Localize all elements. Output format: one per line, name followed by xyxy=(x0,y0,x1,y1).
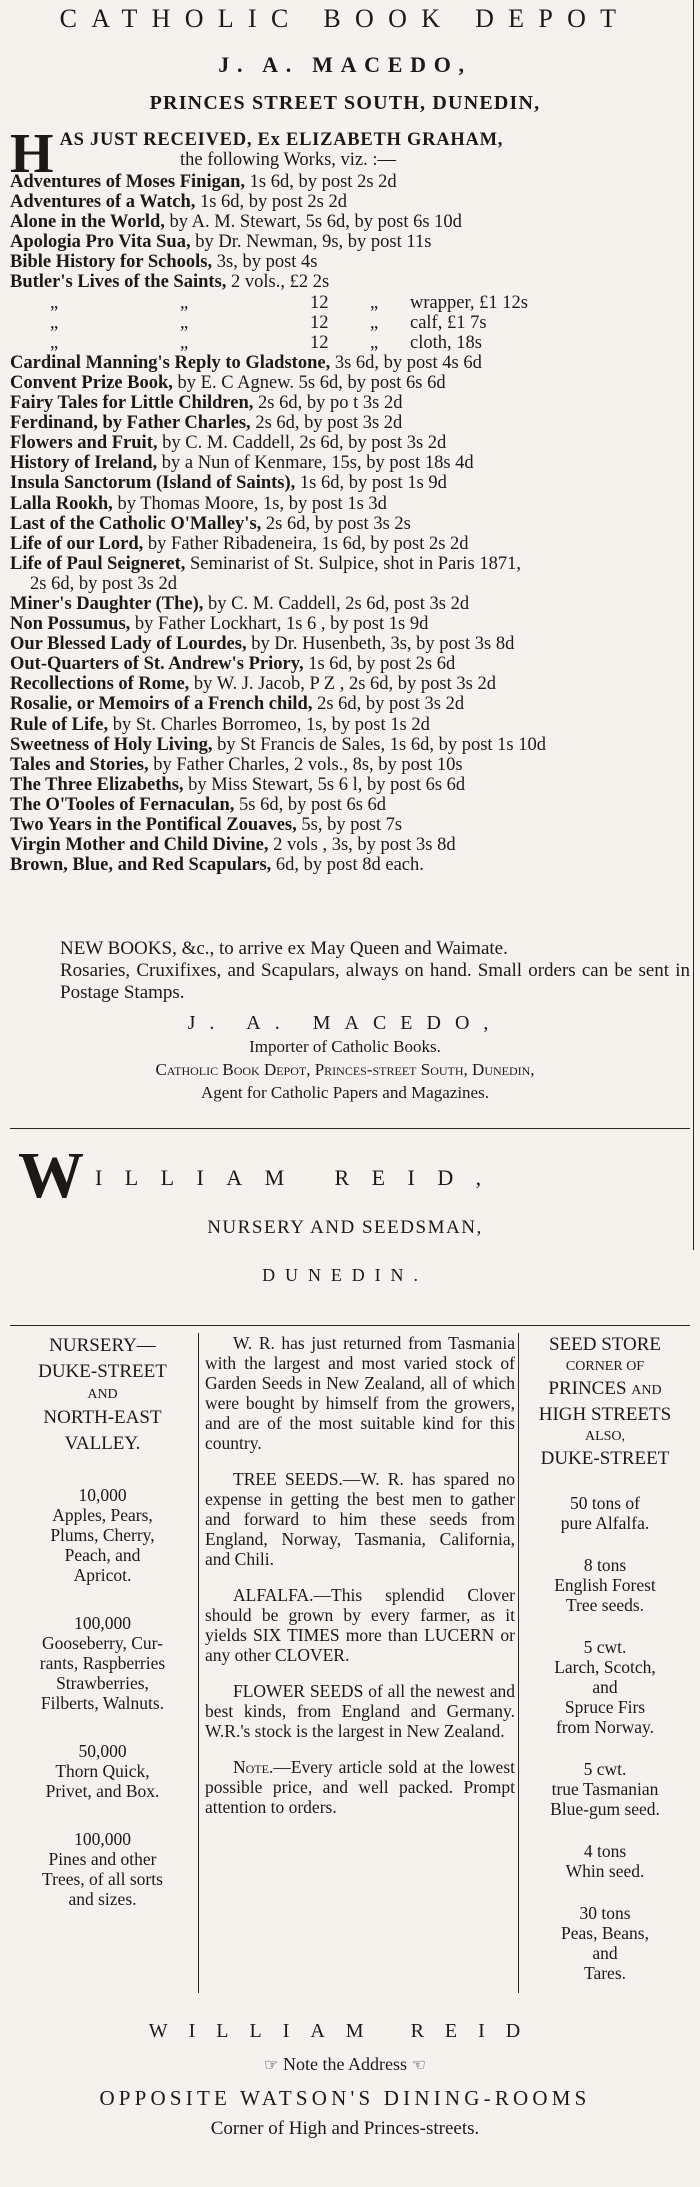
paragraph-tree-seeds xyxy=(205,1469,515,1569)
book-row xyxy=(10,232,690,252)
footer-address: OPPOSITE WATSON'S DINING-ROOMS xyxy=(99,2086,591,2110)
drop-cap: H xyxy=(10,123,54,185)
stock-item xyxy=(10,1829,195,1909)
stock-description: Privet, and Box. xyxy=(45,1781,160,1801)
ditto-mark: „ xyxy=(370,312,379,333)
stock-description: and sizes. xyxy=(68,1889,137,1909)
stock-quantity: 5 cwt. xyxy=(583,1759,627,1779)
lead-alfalfa: ALFALFA. xyxy=(233,1585,314,1605)
stock-item xyxy=(10,1741,195,1801)
book-title: Miner's Daughter (The), xyxy=(10,593,204,614)
nursery-heading-1: NURSERY— xyxy=(49,1335,156,1356)
stock-description: from Norway. xyxy=(555,1717,654,1737)
rosaries-note: Rosaries, Cruxifixes, and Scapulars, always on hand. Small orders can be sent in Postage Stamps. xyxy=(60,960,690,1003)
stock-description: true Tasmanian xyxy=(551,1779,659,1799)
book-title: Tales and Stories, xyxy=(10,754,149,775)
text-flower-seeds: of all the newest and best kinds, from England and Germany. W.R.'s stock is the largest in New Zealand. xyxy=(205,1681,515,1741)
stock-description: and xyxy=(592,1943,618,1963)
book-row xyxy=(10,674,690,694)
paragraph-note xyxy=(205,1757,515,1817)
book-price: 3s, by post 4s xyxy=(212,252,318,273)
advertiser-city: DUNEDIN. xyxy=(262,1265,428,1285)
stock-description: Filberts, Walnuts. xyxy=(40,1693,165,1713)
stock-item xyxy=(10,1613,195,1713)
book-price: 2s 6d, by post 3s 2d xyxy=(312,694,465,715)
book-title: Lalla Rookh, xyxy=(10,493,113,514)
book-price: by St. Charles Borromeo, 1s, by post 1s 2d xyxy=(108,714,430,735)
book-title: Rosalie, or Memoirs of a French child, xyxy=(10,694,313,715)
column-rule-right xyxy=(518,1333,519,1993)
book-list xyxy=(10,172,690,875)
stock-description: Peas, Beans, xyxy=(561,1923,649,1943)
lead-note: Note. xyxy=(233,1757,274,1777)
book-price: by C. M. Caddell, 2s 6d, post 3s 2d xyxy=(203,593,470,614)
stock-quantity: 8 tons xyxy=(583,1555,627,1575)
book-price: 2 vols , 3s, by post 3s 8d xyxy=(268,835,456,856)
stock-description: Larch, Scotch, xyxy=(554,1657,656,1677)
book-price: Seminarist of St. Sulpice, shot in Paris 1871, xyxy=(185,553,521,574)
ditto-mark: „ xyxy=(50,292,59,313)
ditto-mark: „ xyxy=(370,292,379,313)
book-price: by St Francis de Sales, 1s 6d, by post 1s 10d xyxy=(212,734,546,755)
book-row xyxy=(10,293,690,313)
stock-quantity: 50 tons of xyxy=(570,1493,640,1513)
footer-name: WILLIAM REID xyxy=(148,2020,542,2042)
book-title: Ferdinand, by Father Charles, xyxy=(10,413,251,434)
book-title: Fairy Tales for Little Children, xyxy=(10,393,254,414)
book-price: by Dr. Newman, 9s, by post 11s xyxy=(190,232,432,253)
book-price: 6d, by post 8d each. xyxy=(271,855,424,876)
book-row xyxy=(10,775,690,795)
book-price: by a Nun of Kenmare, 15s, by post 18s 4d xyxy=(157,453,474,474)
store-stock-list xyxy=(525,1493,685,1983)
seed-description-column xyxy=(205,1333,515,1833)
store-heading-1: SEED STORE xyxy=(548,1334,662,1355)
book-row xyxy=(10,574,690,594)
signature-name: J. A. MACEDO, xyxy=(187,1012,503,1034)
stock-quantity: 4 tons xyxy=(583,1841,627,1861)
book-row xyxy=(10,413,690,433)
ditto-mark: „ xyxy=(50,332,59,353)
book-row xyxy=(10,272,690,292)
book-price: by Father Charles, 2 vols., 8s, by post 10s xyxy=(148,754,463,775)
book-row xyxy=(10,393,690,413)
new-books-note: NEW BOOKS, &c., to arrive ex May Queen and Waimate. xyxy=(60,938,508,959)
stock-description: Plums, Cherry, xyxy=(50,1525,155,1545)
ditto-mark: 12 xyxy=(310,312,329,333)
stock-description: Whin seed. xyxy=(565,1861,645,1881)
store-princes: PRINCES xyxy=(548,1378,627,1399)
stock-quantity: 10,000 xyxy=(78,1485,127,1505)
book-title: History of Ireland, xyxy=(10,453,158,474)
book-row xyxy=(10,534,690,554)
book-title: Cardinal Manning's Reply to Gladstone, xyxy=(10,352,331,373)
book-row xyxy=(10,313,690,333)
store-heading-3: HIGH STREETS xyxy=(538,1404,672,1425)
store-and: AND xyxy=(631,1383,662,1398)
book-row xyxy=(10,795,690,815)
book-price: 5s, by post 7s xyxy=(296,815,403,835)
book-title: Butler's Lives of the Saints, xyxy=(10,272,227,293)
book-price: 1s 6d, by post 2s 6d xyxy=(303,654,456,675)
adjacent-column-rule xyxy=(693,0,694,1250)
book-row xyxy=(10,755,690,775)
book-price: by Dr. Husenbeth, 3s, by post 3s 8d xyxy=(246,634,515,655)
stock-item xyxy=(525,1759,685,1819)
nursery-column xyxy=(10,1333,195,1909)
book-title: Sweetness of Holy Living, xyxy=(10,734,213,755)
book-price: 2 vols., £2 2s xyxy=(226,272,330,293)
stock-quantity: 50,000 xyxy=(78,1741,127,1761)
book-price: 2s 6d, by post 3s 2d xyxy=(250,413,403,434)
stock-description: Blue-gum seed. xyxy=(550,1799,660,1819)
book-binding-price: calf, £1 7s xyxy=(410,312,487,333)
book-row xyxy=(10,333,690,353)
pointing-hand-left-icon: ☞ xyxy=(264,2057,279,2074)
book-title: Flowers and Fruit, xyxy=(10,433,158,454)
book-row xyxy=(10,815,690,835)
book-price: 1s 6d, by post 2s 2d xyxy=(195,192,347,213)
book-title: Alone in the World, xyxy=(10,212,165,233)
footer-note-text: Note the Address xyxy=(283,2054,407,2074)
book-row xyxy=(10,192,690,212)
book-title: Bible History for Schools, xyxy=(10,252,213,273)
paragraph-tasmania: W. R. has just returned from Tasmania with the largest and most varied stock of Garden Seeds in New Zealand, all of which were bought by himself from the growers, and are of the most suitable kind for this country. xyxy=(205,1333,515,1453)
text-note: —Every article sold at the lowest possible price, and well packed. Prompt attention to orders. xyxy=(205,1757,515,1817)
nursery-heading-4: VALLEY. xyxy=(64,1433,141,1454)
pointing-hand-right-icon: ☜ xyxy=(411,2057,426,2074)
book-row xyxy=(10,252,690,272)
signature-line-agent: Agent for Catholic Papers and Magazines. xyxy=(201,1083,489,1102)
ditto-mark: 12 xyxy=(310,332,329,353)
book-price: by A. M. Stewart, 5s 6d, by post 6s 10d xyxy=(164,212,462,233)
book-continuation: 2s 6d, by post 3s 2d xyxy=(30,573,177,594)
stock-description: and xyxy=(592,1677,618,1697)
book-row xyxy=(10,634,690,654)
book-row xyxy=(10,715,690,735)
seed-store-column xyxy=(525,1333,685,1983)
stock-description: Peach, and xyxy=(64,1545,141,1565)
stock-description: pure Alfalfa. xyxy=(560,1513,650,1533)
column-top-rule xyxy=(10,1325,690,1326)
proprietor-name: J. A. MACEDO, xyxy=(218,52,472,77)
stock-description: Tares. xyxy=(583,1963,626,1983)
stock-quantity: 100,000 xyxy=(74,1829,131,1849)
store-also: ALSO, xyxy=(584,1429,626,1444)
book-row xyxy=(10,433,690,453)
depot-signature xyxy=(0,1012,690,1104)
stock-item xyxy=(525,1841,685,1881)
book-title: The Three Elizabeths, xyxy=(10,774,184,795)
signature-line-depot: Catholic Book Depot, Princes-street South, Dunedin, xyxy=(155,1060,535,1079)
book-row xyxy=(10,654,690,674)
book-title: Two Years in the Pontifical Zouaves, xyxy=(10,815,297,835)
stock-description: Strawberries, xyxy=(56,1673,149,1693)
william-reid-ad xyxy=(0,1135,690,2187)
stock-description: Spruce Firs xyxy=(564,1697,646,1717)
book-price: by Father Ribadeneira, 1s 6d, by post 2s 2d xyxy=(143,533,469,554)
book-row xyxy=(10,835,690,855)
ditto-mark: „ xyxy=(370,332,379,353)
book-title: Rule of Life, xyxy=(10,714,109,735)
book-row xyxy=(10,855,690,875)
stock-item xyxy=(525,1493,685,1533)
book-title: Convent Prize Book, xyxy=(10,372,173,393)
stock-description: Trees, of all sorts xyxy=(42,1869,163,1889)
stock-quantity: 5 cwt. xyxy=(583,1637,627,1657)
book-row xyxy=(10,614,690,634)
book-price: by Thomas Moore, 1s, by post 1s 3d xyxy=(112,493,387,514)
book-row xyxy=(10,554,690,574)
advertiser-name: ILLIAM REID, xyxy=(95,1165,504,1190)
depot-notes xyxy=(10,938,690,1004)
book-title: Life of Paul Seigneret, xyxy=(10,553,186,574)
ditto-mark: 12 xyxy=(310,292,329,313)
paragraph-alfalfa xyxy=(205,1585,515,1665)
lead-flower-seeds: FLOWER SEEDS xyxy=(233,1681,364,1701)
nursery-heading-2: DUKE-STREET xyxy=(38,1361,167,1382)
book-price: 2s 6d, by po t 3s 2d xyxy=(253,393,403,414)
book-price: 5s 6d, by post 6s 6d xyxy=(234,794,387,815)
book-title: Adventures of a Watch, xyxy=(10,192,196,213)
initial-letter: W xyxy=(18,1139,84,1212)
advertiser-trade: NURSERY AND SEEDSMAN, xyxy=(207,1217,483,1238)
ad-title: CATHOLIC BOOK DEPOT xyxy=(59,4,631,33)
nursery-stock-list xyxy=(10,1485,195,1909)
book-row xyxy=(10,694,690,714)
nursery-and: AND xyxy=(87,1387,118,1402)
book-title: Virgin Mother and Child Divine, xyxy=(10,835,269,856)
book-title: Brown, Blue, and Red Scapulars, xyxy=(10,855,272,876)
book-row xyxy=(10,473,690,493)
stock-item xyxy=(10,1485,195,1585)
book-price: 2s 6d, by post 3s 2s xyxy=(261,513,411,534)
book-price: by E. C Agnew. 5s 6d, by post 6s 6d xyxy=(172,372,446,393)
reid-footer xyxy=(0,2013,690,2143)
store-heading-4: DUKE-STREET xyxy=(540,1448,670,1469)
adjacent-column-edge xyxy=(690,0,700,2187)
book-row xyxy=(10,373,690,393)
intro-line-2: the following Works, viz. :— xyxy=(180,150,397,170)
store-heading-2 xyxy=(525,1377,685,1403)
nursery-heading-3: NORTH-EAST xyxy=(43,1407,162,1428)
book-row xyxy=(10,594,690,614)
signature-line-importer: Importer of Catholic Books. xyxy=(249,1037,441,1056)
stock-description: Apples, Pears, xyxy=(52,1505,153,1525)
book-price: by C. M. Caddell, 2s 6d, by post 3s 2d xyxy=(157,433,447,454)
text-tree-seeds: —W. R. has spared no expense in getting the best men to gather and forward to him these seeds from England, Norway, Tasmania, California, and Chili. xyxy=(205,1469,515,1569)
intro-line-1: AS JUST RECEIVED, Ex ELIZABETH GRAHAM, xyxy=(59,130,504,150)
book-row xyxy=(10,494,690,514)
paragraph-flower-seeds xyxy=(205,1681,515,1741)
book-title: The O'Tooles of Fernaculan, xyxy=(10,794,235,815)
stock-quantity: 30 tons xyxy=(579,1903,631,1923)
lead-tree-seeds: TREE SEEDS. xyxy=(233,1469,343,1489)
book-price: 3s 6d, by post 4s 6d xyxy=(330,352,482,373)
book-binding-price: wrapper, £1 12s xyxy=(410,292,528,313)
ad-divider xyxy=(10,1128,690,1129)
stock-description: Tree seeds. xyxy=(565,1595,645,1615)
ditto-mark: „ xyxy=(50,312,59,333)
book-price: by W. J. Jacob, P Z , 2s 6d, by post 3s 2d xyxy=(189,674,496,695)
book-title: Out-Quarters of St. Andrew's Priory, xyxy=(10,654,304,675)
stock-item xyxy=(525,1903,685,1983)
book-price: by Father Lockhart, 1s 6 , by post 1s 9d xyxy=(130,614,429,635)
stock-description: Thorn Quick, xyxy=(55,1761,150,1781)
book-title: Insula Sanctorum (Island of Saints), xyxy=(10,473,296,494)
book-title: Our Blessed Lady of Lourdes, xyxy=(10,634,247,655)
footer-note xyxy=(0,2049,690,2081)
book-title: Life of our Lord, xyxy=(10,533,144,554)
book-binding-price: cloth, 18s xyxy=(410,332,482,353)
ditto-mark: „ xyxy=(180,292,189,313)
ditto-mark: „ xyxy=(180,332,189,353)
stock-description: Apricot. xyxy=(73,1565,132,1585)
stock-description: Gooseberry, Cur- xyxy=(42,1633,163,1653)
ditto-mark: „ xyxy=(180,312,189,333)
footer-corner: Corner of High and Princes-streets. xyxy=(210,2118,480,2139)
store-corner-of: CORNER OF xyxy=(565,1359,645,1374)
book-row xyxy=(10,735,690,755)
book-title: Last of the Catholic O'Malley's, xyxy=(10,513,262,534)
book-title: Non Possumus, xyxy=(10,614,131,635)
stock-description: English Forest xyxy=(554,1575,656,1595)
book-title: Adventures of Moses Finigan, xyxy=(10,172,246,192)
book-price: 1s 6d, by post 2s 2d xyxy=(245,172,397,192)
depot-address: PRINCES STREET SOUTH, DUNEDIN, xyxy=(149,92,541,114)
book-title: Apologia Pro Vita Sua, xyxy=(10,232,191,253)
book-row xyxy=(10,172,690,192)
stock-description: rants, Raspberries xyxy=(39,1653,166,1673)
book-row xyxy=(10,514,690,534)
text-alfalfa: —This splendid Clover should be grown by every farmer, as it yields SIX TIMES more than LUCERN or any other CLOVER. xyxy=(205,1585,515,1665)
stock-item xyxy=(525,1555,685,1615)
book-row xyxy=(10,353,690,373)
book-row xyxy=(10,453,690,473)
stock-item xyxy=(525,1637,685,1737)
book-price: 1s 6d, by post 1s 9d xyxy=(295,473,447,494)
book-price: by Miss Stewart, 5s 6 l, by post 6s 6d xyxy=(183,774,466,795)
book-title: Recollections of Rome, xyxy=(10,674,190,695)
stock-quantity: 100,000 xyxy=(74,1613,131,1633)
book-row xyxy=(10,212,690,232)
column-rule-left xyxy=(198,1333,199,1993)
stock-description: Pines and other xyxy=(48,1849,157,1869)
